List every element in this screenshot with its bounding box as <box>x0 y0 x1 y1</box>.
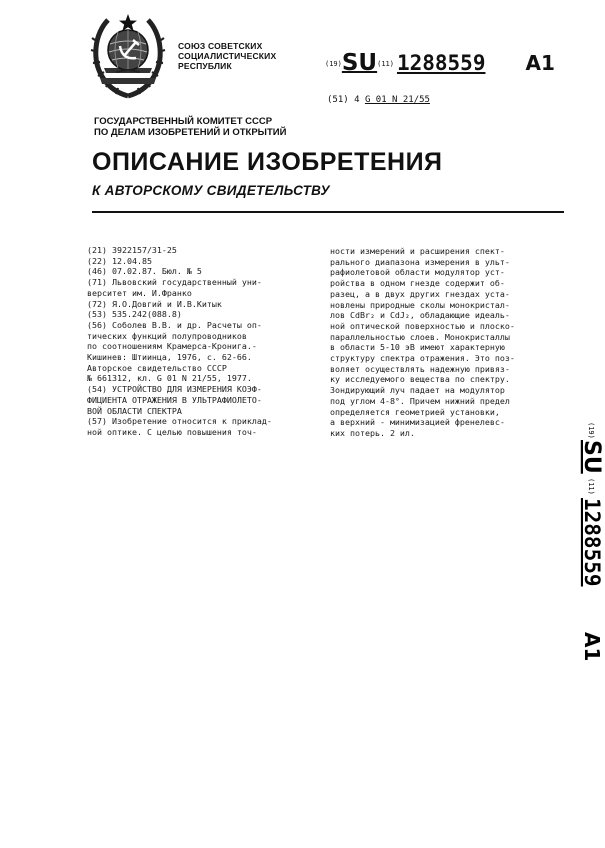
bibliographic-column <box>87 245 272 438</box>
text-line: ФИЦИЕНТА ОТРАЖЕНИЯ В УЛЬТРАФИОЛЕТО- <box>87 394 262 405</box>
side-kind-code: A1 <box>580 632 604 662</box>
text-line: Кишинев: Штиинца, 1976, с. 62-66. <box>87 352 252 363</box>
ipc-class: G 01 N 21/55 <box>364 95 430 105</box>
text-line: ку исследуемого вещества по спектру. <box>330 374 510 385</box>
text-line: (72) Я.О.Довгий и И.В.Китык <box>87 298 222 309</box>
text-line: (71) Львовский государственный уни- <box>87 277 262 288</box>
state-emblem <box>88 12 168 100</box>
text-line: воляет осуществлять надежную привяз- <box>330 363 510 374</box>
prefix-19: (19) <box>325 60 342 68</box>
side-prefix-11: (11) <box>587 478 595 495</box>
side-country-code: SU <box>579 440 604 474</box>
text-line: ности измерений и расширения спект- <box>330 246 505 256</box>
text-line: № 661312, кл. G 01 N 21/55, 1977. <box>87 373 252 384</box>
text-line: новлены природные сколы монокристал- <box>330 299 510 310</box>
text-line: Зондирующий луч падает на модулятор <box>330 385 505 396</box>
ipc-prefix: (51) 4 <box>327 95 360 105</box>
side-patent-number: 1288559 <box>580 498 604 587</box>
text-line: (54) УСТРОЙСТВО ДЛЯ ИЗМЕРЕНИЯ КОЭФ- <box>87 384 262 395</box>
text-line: лов CdBr₂ и CdJ₂, обладающие идеаль- <box>330 310 510 321</box>
text-line: ной оптике. С целью повышения точ- <box>87 426 257 437</box>
text-line: ной оптической поверхностью и плоско- <box>330 320 515 331</box>
header-divider <box>92 211 564 213</box>
text-line: ВОЙ ОБЛАСТИ СПЕКТРА <box>87 405 182 416</box>
prefix-11: (11) <box>377 60 394 68</box>
text-line: (53) 535.242(088.8) <box>87 309 182 320</box>
document-subtitle: К АВТОРСКОМУ СВИДЕТЕЛЬСТВУ <box>92 183 330 198</box>
text-line: ких потерь. 2 ил. <box>330 427 415 438</box>
side-prefix-19: (19) <box>587 422 595 439</box>
text-line: рафиолетовой области модулятор уст- <box>330 267 505 278</box>
committee-name <box>94 116 286 138</box>
text-line: Авторское свидетельство СССР <box>87 362 227 373</box>
text-line: (57) Изобретение относится к приклад- <box>87 416 272 427</box>
kind-code: A1 <box>525 51 555 75</box>
abstract-column <box>330 246 515 439</box>
text-line: (46) 07.02.87. Бюл. № 5 <box>87 266 202 277</box>
emblem-icon <box>88 12 168 100</box>
text-line: ройства в одном гнезде содержит об- <box>330 278 505 289</box>
text-line: а верхний - минимизацией френелевс- <box>330 417 505 428</box>
text-line: верситет им. И.Франко <box>87 287 192 298</box>
document-title: ОПИСАНИЕ ИЗОБРЕТЕНИЯ <box>92 148 443 176</box>
country-code: SU <box>341 50 378 76</box>
text-line: (56) Соболев В.В. и др. Расчеты оп- <box>87 319 262 330</box>
text-line: разец, а в двух других гнездах уста- <box>330 288 510 299</box>
publication-number <box>325 50 555 76</box>
committee-line: ГОСУДАРСТВЕННЫЙ КОМИТЕТ СССР <box>94 116 273 127</box>
text-line: (21) 3922157/31-25 <box>87 245 177 255</box>
text-line: тических функций полупроводников <box>87 330 247 341</box>
text-line: параллельностью слоев. Монокристаллы <box>330 331 510 342</box>
union-line: РЕСПУБЛИК <box>178 61 232 71</box>
side-stamp <box>567 420 604 680</box>
union-line: СОЮЗ СОВЕТСКИХ <box>178 41 263 51</box>
text-line: под углом 4-8°. Причем нижний предел <box>330 395 510 406</box>
ipc-classification <box>327 95 430 105</box>
text-line: в области 5-10 эВ имеют характерную <box>330 342 505 353</box>
committee-line: ПО ДЕЛАМ ИЗОБРЕТЕНИЙ И ОТКРЫТИЙ <box>94 127 287 138</box>
text-line: по соотношениям Крамерса-Кронига.- <box>87 341 257 352</box>
text-line: рального диапазона измерения в ульт- <box>330 256 510 267</box>
text-line: структуру спектра отражения. Это поз- <box>330 353 515 364</box>
patent-number: 1288559 <box>396 51 486 75</box>
text-line: (22) 12.04.85 <box>87 255 152 266</box>
text-line: определяется геометрией установки, <box>330 406 500 417</box>
union-line: СОЦИАЛИСТИЧЕСКИХ <box>178 51 277 61</box>
union-name <box>178 41 276 71</box>
